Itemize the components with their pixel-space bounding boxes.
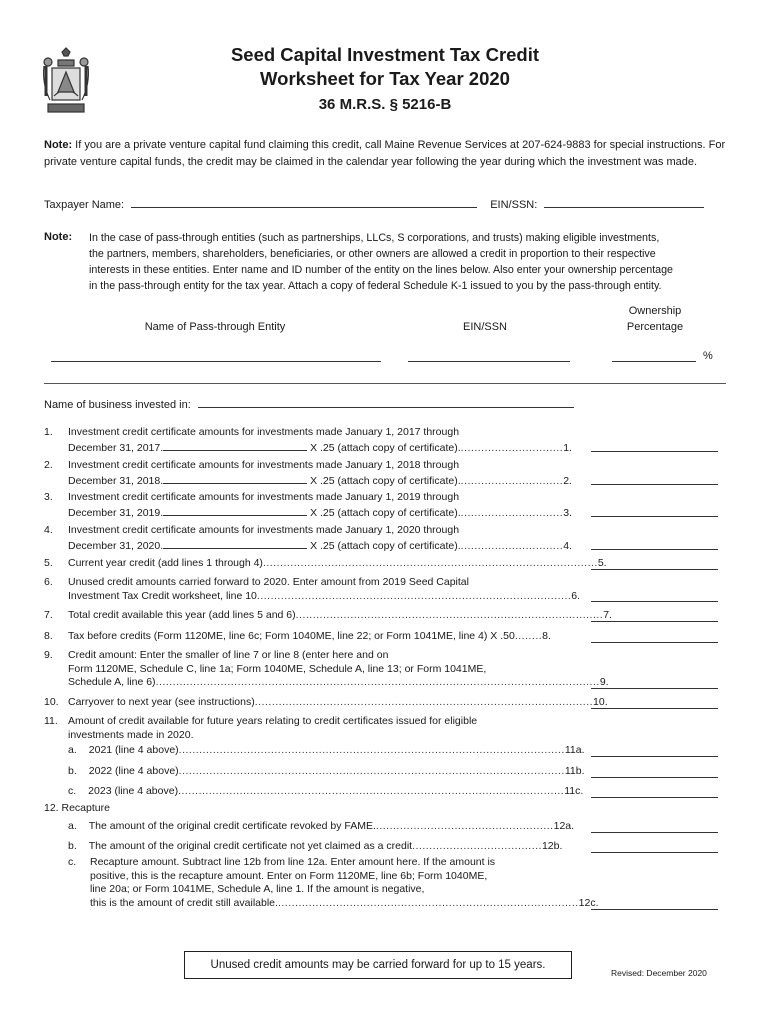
business-name-field[interactable] (198, 397, 574, 408)
line1-amount-input[interactable] (163, 440, 307, 451)
line11-desc: Amount of credit available for future years relating to credit certificates issued for eligible (68, 715, 478, 727)
line-number: 5. (44, 557, 53, 569)
line12a-answer-field[interactable] (591, 831, 718, 833)
line12c-desc: Recapture amount. Subtract line 12b from line 12a. Enter amount here. If the amount is (90, 856, 496, 868)
line-number: 11. (44, 715, 58, 727)
leader-dots: ............................................................................................ (256, 589, 572, 602)
line1-multiplier: X .25 (attach copy of certificate). (310, 441, 461, 454)
percent-sign: % (703, 350, 713, 362)
line12b-text (68, 840, 562, 854)
line12c-desc3: line 20a; or Form 1041ME, Schedule A, line 1. If the amount is negative, (90, 883, 425, 895)
line3-text (68, 491, 572, 520)
leader-dots: .................................................................................................................................. (155, 676, 600, 688)
line1-period: December 31, 2017. (68, 441, 164, 454)
note-text: If you are a private venture capital fund claiming this credit, call Maine Revenue Services at 207-624-9883 for special instructions. For private venture capital funds, the credit may be claimed in the calendar year following the year during which the investment was made. (44, 139, 726, 168)
leader-dots: .............................. (460, 539, 564, 552)
line9-desc: Credit amount: Enter the smaller of line 7 or line 8 (enter here and on (68, 649, 389, 661)
taxpayer-row (44, 197, 704, 213)
leader-dots: .................................................... (375, 820, 554, 832)
line12a-letter: a. (68, 820, 77, 832)
line3-ref: 3. (563, 506, 572, 519)
note2-line: in the pass-through entity for the tax year. Attach a copy of federal Schedule K-1 issued to you by the pass-through entity. (89, 280, 662, 292)
line12c-desc2: positive, this is the recapture amount. Enter on Form 1120ME, line 6b; Form 1040ME, (90, 869, 488, 882)
line2-period: December 31, 2018. (68, 474, 164, 487)
line2-answer-field[interactable] (591, 483, 718, 485)
line1-answer-field[interactable] (591, 450, 718, 452)
form-title-line1: Seed Capital Investment Tax Credit (230, 44, 540, 65)
ownership-pct-field[interactable] (612, 361, 696, 362)
line2-ref: 2. (563, 474, 572, 487)
line9-answer-field[interactable] (591, 687, 718, 689)
line11c-desc: 2023 (line 4 above) (88, 785, 179, 797)
carryforward-note-box: Unused credit amounts may be carried forward for up to 15 years. (184, 951, 572, 979)
note2-line: the partners, members, shareholders, beneficiaries, or other owners are allowed a credit in proportion to their respective (89, 248, 656, 260)
line2-text (68, 459, 572, 488)
line11a-ref: 11a. (564, 744, 585, 756)
business-label: Name of business invested in: (44, 399, 191, 411)
line-number: 6. (44, 576, 53, 588)
line10-ref: 10. (593, 696, 608, 708)
line2-desc: Investment credit certificate amounts for investments made January 1, 2018 through (68, 459, 460, 471)
leader-dots: ................................................................................................................. (178, 785, 565, 797)
line4-multiplier: X .25 (attach copy of certificate). (310, 539, 461, 552)
line5-desc: Current year credit (add lines 1 through 4) (68, 557, 263, 569)
line2-multiplier: X .25 (attach copy of certificate). (310, 474, 461, 487)
line3-period: December 31, 2019. (68, 506, 164, 519)
line7-ref: 7. (603, 609, 612, 621)
line-number: 4. (44, 524, 53, 536)
line-number: 10. (44, 696, 59, 708)
line5-text (68, 557, 607, 571)
entity-name-field[interactable] (51, 361, 381, 362)
leader-dots: .................................................................................................. (262, 557, 598, 569)
line8-answer-field[interactable] (591, 641, 718, 643)
line11a-answer-field[interactable] (591, 755, 718, 757)
line-number: 2. (44, 459, 53, 471)
business-row (44, 397, 574, 413)
line6-desc2: Investment Tax Credit worksheet, line 10 (68, 589, 257, 602)
line12b-answer-field[interactable] (591, 851, 718, 853)
note2-label: Note: (44, 231, 73, 243)
line12c-desc4: this is the amount of credit still available. (90, 896, 278, 909)
line6-answer-field[interactable] (591, 600, 718, 602)
note2-body (89, 230, 673, 294)
col-ownership-line1: Ownership (628, 305, 682, 317)
leader-dots: .............................. (460, 506, 564, 519)
col-ein: EIN/SSN (462, 321, 507, 333)
line9-desc3: Schedule A, line 6) (68, 676, 156, 688)
leader-dots: .............................. (460, 474, 564, 487)
line6-desc: Unused credit amounts carried forward to 2020. Enter amount from 2019 Seed Capital (68, 576, 469, 588)
line12b-ref: 12b. (541, 840, 563, 852)
col-ownership-line2: Percentage (626, 321, 684, 333)
line11b-text (68, 765, 585, 779)
line7-text (68, 609, 612, 623)
line3-amount-input[interactable] (163, 505, 307, 516)
line4-answer-field[interactable] (591, 548, 718, 550)
line11c-letter: c. (68, 785, 77, 797)
line-number: 3. (44, 491, 53, 503)
leader-dots: ................................................................................................................. (178, 765, 565, 777)
line9-text (68, 649, 609, 690)
line4-period: December 31, 2020. (68, 539, 164, 552)
line7-answer-field[interactable] (591, 620, 718, 622)
line11c-answer-field[interactable] (591, 796, 718, 798)
leader-dots: .......................................................................................... (295, 609, 604, 621)
col-entity-name: Name of Pass-through Entity (144, 321, 286, 333)
leader-dots: ................................................................................................................. (178, 744, 565, 756)
line11b-ref: 11b. (564, 765, 585, 777)
note2-line: In the case of pass-through entities (such as partnerships, LLCs, S corporations, and trusts) making eligible investments, (89, 232, 660, 244)
line11c-ref: 11c. (564, 785, 584, 797)
taxpayer-ein-label: EIN/SSN: (490, 199, 538, 211)
line5-answer-field[interactable] (591, 568, 718, 570)
line-number: 7. (44, 609, 53, 621)
line-number: 9. (44, 649, 53, 661)
line10-desc: Carryover to next year (see instructions) (68, 696, 255, 708)
line12b-letter: b. (68, 840, 77, 852)
line1-desc: Investment credit certificate amounts for investments made January 1, 2017 through (68, 426, 460, 438)
line11a-letter: a. (68, 744, 77, 756)
leader-dots: ........................................................................................ (277, 896, 579, 909)
line9-ref: 9. (599, 676, 609, 688)
line11a-text (68, 744, 585, 758)
line12a-ref: 12a. (553, 820, 575, 832)
line3-multiplier: X .25 (attach copy of certificate). (310, 506, 461, 519)
line12c-text (90, 856, 599, 910)
line12a-text (68, 820, 574, 834)
line6-ref: 6. (571, 589, 581, 602)
line2-amount-input[interactable] (163, 473, 307, 484)
line4-ref: 4. (563, 539, 572, 552)
taxpayer-name-label: Taxpayer Name: (44, 199, 125, 211)
line10-answer-field[interactable] (591, 707, 718, 709)
line12c-letter: c. (68, 856, 77, 868)
line3-answer-field[interactable] (591, 515, 718, 517)
line1-ref: 1. (563, 441, 572, 454)
revision-date: Revised: December 2020 (611, 968, 707, 978)
line12-heading: 12. Recapture (44, 802, 110, 814)
leader-dots: ........ (514, 630, 543, 642)
note-label: Note: (44, 139, 73, 151)
note-private-fund (44, 137, 734, 170)
entity-ein-field[interactable] (408, 361, 570, 362)
line10-text (68, 696, 608, 710)
section-divider (44, 383, 726, 384)
statute-citation: 36 M.R.S. § 5216-B (318, 96, 452, 113)
line-number: 8. (44, 630, 53, 642)
line8-ref: 8. (542, 630, 551, 642)
taxpayer-ein-field[interactable] (544, 197, 704, 208)
line9-desc2: Form 1120ME, Schedule C, line 1a; Form 1040ME, Schedule A, line 13; or Form 1041ME, (68, 662, 487, 675)
line4-text (68, 524, 572, 553)
line7-desc: Total credit available this year (add lines 5 and 6) (68, 609, 296, 621)
leader-dots: ................................................................................................... (254, 696, 594, 708)
line11b-letter: b. (68, 765, 77, 777)
taxpayer-name-field[interactable] (131, 197, 477, 208)
line11b-answer-field[interactable] (591, 776, 718, 778)
line4-amount-input[interactable] (163, 538, 307, 549)
leader-dots: ...................................... (412, 840, 542, 852)
note2-line: interests in these entities. Enter name and ID number of the entity on the lines below. Also enter your ownership percentage (89, 264, 673, 276)
line11a-desc: 2021 (line 4 above) (88, 744, 179, 756)
form-title-line2: Worksheet for Tax Year 2020 (260, 68, 510, 89)
line5-ref: 5. (597, 557, 607, 569)
line12a-desc: The amount of the original credit certificate revoked by FAME. (88, 820, 376, 832)
line1-text (68, 426, 572, 455)
line11b-desc: 2022 (line 4 above) (88, 765, 179, 777)
line8-text (68, 630, 551, 644)
leader-dots: .............................. (460, 441, 564, 454)
line4-desc: Investment credit certificate amounts for investments made January 1, 2020 through (68, 524, 460, 536)
line8-desc: Tax before credits (Form 1120ME, line 6c; Form 1040ME, line 22; or Form 1041ME, line 4) X .50 (68, 630, 515, 642)
line12c-answer-field[interactable] (591, 908, 718, 910)
line6-text (68, 576, 580, 603)
line-number: 1. (44, 426, 53, 438)
col-ownership (600, 303, 710, 335)
line12c-ref: 12c. (578, 896, 599, 909)
line11-text (68, 715, 477, 742)
line3-desc: Investment credit certificate amounts for investments made January 1, 2019 through (68, 491, 460, 503)
line11-desc2: investments made in 2020. (68, 728, 194, 741)
line11c-text (68, 785, 583, 799)
line12b-desc: The amount of the original credit certificate not yet claimed as a credit (88, 840, 413, 852)
